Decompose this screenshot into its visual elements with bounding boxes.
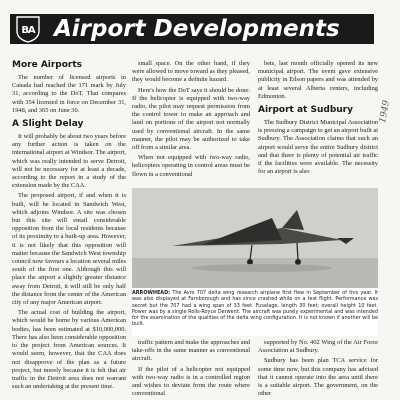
paragraph: small space. On the other hand, if they were allowed to move toward as they pleased, they would become a definite hazard. — [132, 60, 250, 84]
paragraph: Sudbury has been plan TCA service for some time now, but this company has advised that it cannot operate into the area until there is a suitable airport. The government, on the other — [258, 357, 378, 398]
page-title: Airport Developments — [54, 16, 340, 42]
svg-text:BA: BA — [21, 25, 35, 36]
column-2-bottom — [132, 339, 250, 399]
column-3-top — [258, 60, 378, 184]
delta-wing-aircraft-image — [132, 188, 378, 288]
paragraph: bets, last month officially opened its new municipal airport. The event gave extensive publicity in Edson papers and was attended by at least several Alberta centers, including Edmonton. — [258, 60, 378, 100]
paragraph: The proposed airport, if and when it is built, will be located in Sandwich West, which adjoins Windsor. A site was chosen but this site will entail considerable opposition from the local residents because of its proximity to a built-up area. However, it is not likely that this opposition will matter because the Sandwich West township council now favours a location several miles south of the first one. Although this will place the airport a slightly greater distance away from Detroit, it will still be only half the distance from the center of the American city of any major American airport. — [12, 192, 126, 307]
heading-more-airports: More Airports — [12, 60, 83, 70]
paragraph: supported by No. 402 Wing of the Air Force Association at Sudbury. — [258, 339, 378, 355]
column-3-bottom — [258, 339, 378, 399]
logo-shield-icon — [14, 15, 42, 43]
paragraph: Here's how the DoT says it should be done: If the helicopter is equipped with two-way radio, the pilot may request permission from the control tower to make an approach and land on portions of the airport not normally used by conventional aircraft. In the same manner, the pilot may be authorized to take off from a similar area. — [132, 86, 250, 152]
caption-text: The Avro 707 delta wing research airplane first flew in September of this year. It was also displayed at Farnborough and has since crashed while on a test flight. Performance was secret but the 707 had a wing span of 33 feet. Fuselage, length 30 feet; overall height 10 feet. Power was by a single Rolls-Royce Derwent. The aircraft was purely experimental and was intended for the examination of the qualities of the delta wing configuration. It is not known if another will be built. — [132, 290, 378, 328]
paragraph: It will probably be about two years before any further action is taken on the international airport at Windsor. The airport, which was really intended to serve Detroit, will not be necessary for at least a decade, according to the report in a study of the extension made by the CAA. — [12, 133, 126, 190]
paragraph: If the pilot of a helicopter not equipped with two-way radio is in a controlled region and wishes to deviate from the route where conventional — [132, 365, 250, 398]
photo-caption — [132, 290, 378, 334]
heading-slight-delay: A Slight Delay — [12, 119, 84, 130]
column-1 — [12, 60, 126, 396]
paragraph: traffic pattern and make the approaches and take-offs in the same manner as conventional aircraft. — [132, 339, 250, 363]
caption-lead: ARROWHEAD: — [132, 290, 171, 296]
column-2-top — [132, 60, 250, 184]
magazine-logo — [14, 15, 42, 43]
paragraph: When not equipped with two-way radio, helicopters operating in control areas must be flown in a conventional — [132, 154, 250, 178]
photo-figure — [132, 188, 378, 336]
handwritten-annotation — [380, 92, 394, 132]
paragraph: The actual cost of building the airport, which would be borne by various American bodies, has been estimated at $10,000,000. There has also been considerable opposition to the project from American sources. It would seem, however, that the CAA does not disapprove of the plan as a future project, but merely because it is felt that air traffic in the Detroit area does not warrant such an undertaking at the present time. — [12, 309, 126, 391]
svg-text:1949: 1949 — [378, 99, 392, 124]
aircraft-photo — [132, 188, 378, 288]
title-banner — [10, 14, 374, 44]
paragraph: The number of licensed airports in Canada had reached the 171 mark by July 31, according to the DoT. That compares with 354 licensed in force on December 31, 1948, and 365 on June 30. — [12, 74, 126, 114]
paragraph: The Sudbury District Municipal Association is pressing a campaign to get an airport built at Sudbury. The Association claims that such an airport would serve the entire Sudbury district and that there is plenty of potential air traffic if the facilities were available. The necessity for an airport is also — [258, 119, 378, 176]
heading-airport-sudbury: Airport at Sudbury — [258, 105, 353, 116]
